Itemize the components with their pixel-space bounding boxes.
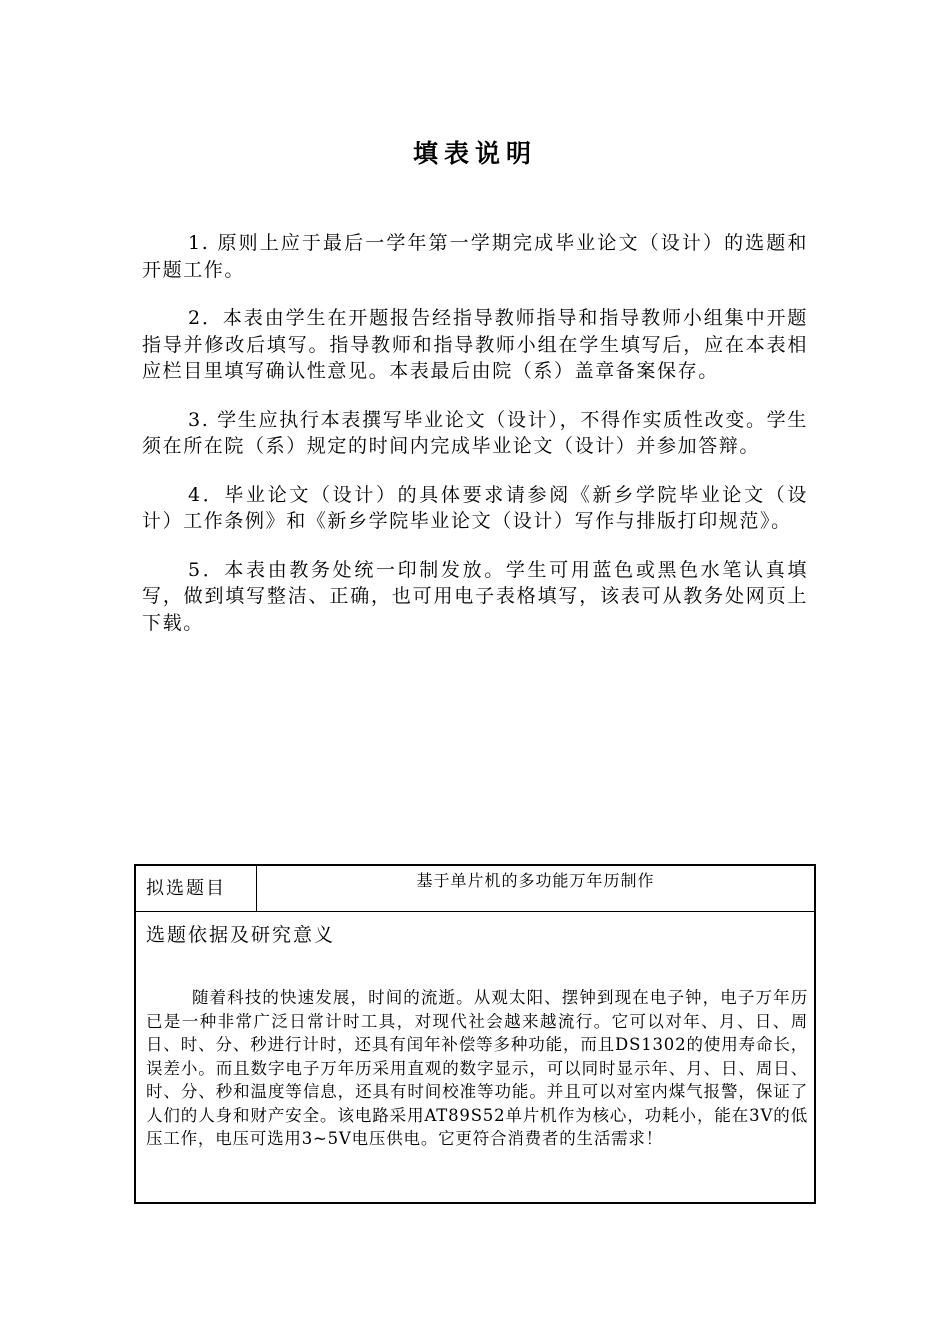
instruction-item: 2．本表由学生在开题报告经指导教师指导和指导教师小组集中开题指导并修改后填写。指导教师和指导教师小组在学生填写后，应在本表相应栏目里填写确认性意见。本表最后由院（系）盖章备案保存。 xyxy=(142,307,808,382)
instruction-item: 4．毕业论文（设计）的具体要求请参阅《新乡学院毕业论文（设计）工作条例》和《新乡学院毕业论文（设计）写作与排版打印规范》。 xyxy=(142,483,808,532)
topic-value: 基于单片机的多功能万年历制作 xyxy=(416,871,655,890)
basis-content: 随着科技的快速发展，时间的流逝。从观太阳、摆钟到现在电子钟，电子万年历已是一种非常广泛日常计时工具，对现代社会越来越流行。它可以对年、月、日、周日、时、分、秒进行计时，还具有闰年补偿等多种功能，而且DS1302的使用寿命长，误差小。而且数字电子万年历采用直观的数字显示，可以同时显示年、月、日、周日、时、分、秒和温度等信息，还具有时间校准等功能。并且可以对室内煤气报警，保证了人们的人身和财产安全。该电路采用AT89S52单片机作为核心，功耗小，能在3V的低压工作，电压可选用3~5V电压供电。它更符合消费者的生活需求！ xyxy=(146,988,808,1148)
instruction-item: 3. 学生应执行本表撰写毕业论文（设计），不得作实质性改变。学生须在所在院（系）规定的时间内完成毕业论文（设计）并参加答辩。 xyxy=(142,408,808,457)
page-title: 填表说明 xyxy=(412,139,537,168)
instructions-list xyxy=(142,230,808,658)
proposal-form-table xyxy=(134,864,816,1204)
topic-label: 拟选题目 xyxy=(136,866,257,911)
basis-label: 选题依据及研究意义 xyxy=(146,924,336,946)
instruction-item: 5．本表由教务处统一印制发放。学生可用蓝色或黑色水笔认真填写，做到填写整洁、正确，也可用电子表格填写，该表可从教务处网页上下载。 xyxy=(142,558,808,634)
topic-row xyxy=(136,866,814,912)
instruction-item: 1. 原则上应于最后一学年第一学期完成毕业论文（设计）的选题和开题工作。 xyxy=(142,232,808,281)
